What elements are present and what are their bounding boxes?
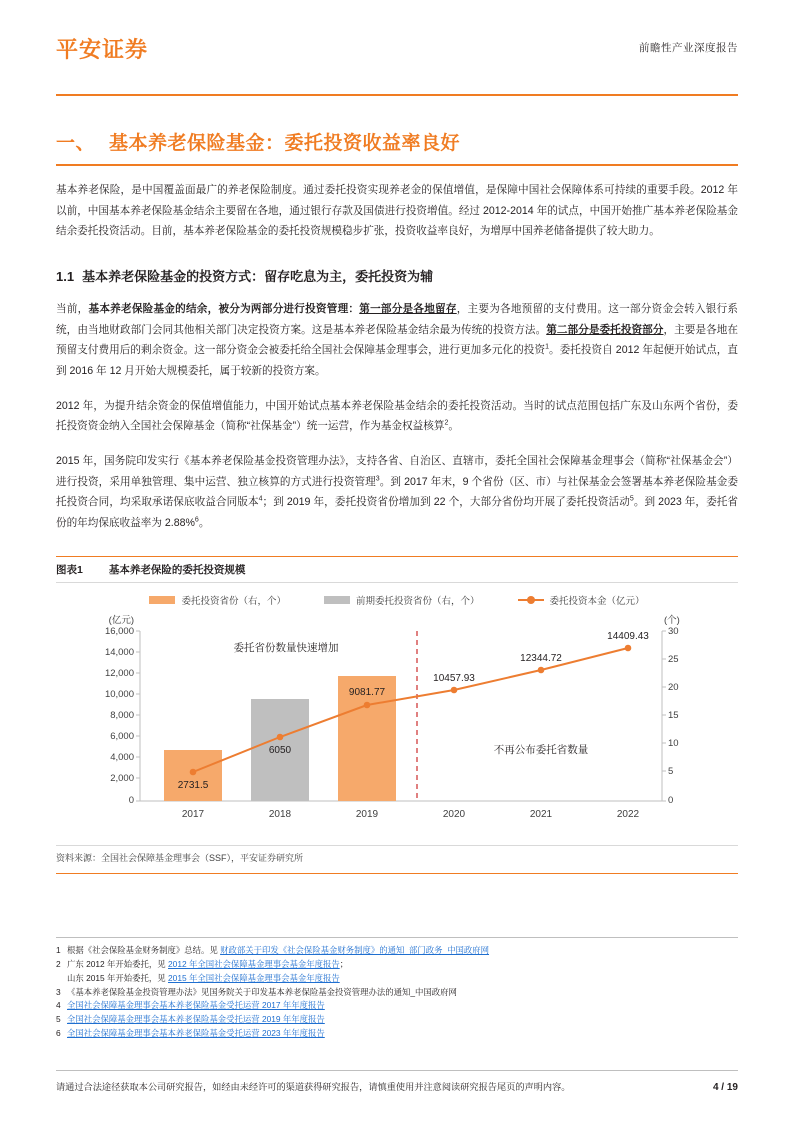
svg-text:12,000: 12,000 (104, 667, 134, 679)
exhibit-tag: 图表1 (56, 563, 83, 576)
svg-text:9081.77: 9081.77 (348, 686, 386, 698)
footnote-2-sep: ； (339, 958, 349, 969)
section-number: 一、 (56, 133, 96, 154)
footnote-1-link[interactable]: 财政部关于印发《社会保险基金财务制度》的通知_部门政务_中国政府网 (220, 944, 490, 955)
subsection-heading (56, 266, 738, 285)
svg-text:0: 0 (128, 794, 134, 806)
svg-text:2018: 2018 (268, 808, 292, 820)
page-header (56, 0, 738, 96)
section-title-divider (56, 164, 738, 166)
svg-text:20: 20 (668, 681, 679, 693)
legend-label-0: 委托投资省份（右，个） (181, 595, 286, 607)
para2015-seg-1: 2015 年，国务院印发实行《基本养老保险基金投资管理办法》，支持各省、自治区、直辖市，委托全国社会保障基金理事会（简称“社保基金会”）进行投资，采用单独管理、集中运营、独立核算的方式进行投资管理 (56, 454, 738, 488)
chart-svg (56, 613, 738, 843)
svg-text:30: 30 (668, 625, 679, 637)
svg-text:(亿元): (亿元) (108, 614, 134, 626)
svg-text:14409.43: 14409.43 (607, 630, 649, 642)
legend-label-1: 前期委托投资省份（右，个） (355, 595, 480, 607)
svg-text:不再公布委托省数量: 不再公布委托省数量 (493, 743, 589, 756)
legend-label-2: 委托投资本金（亿元） (549, 595, 645, 607)
footnotes (56, 937, 738, 1041)
svg-text:8,000: 8,000 (110, 709, 134, 721)
footnote-ref-1: 1 (545, 343, 549, 351)
footnote-2-mark: 2 (56, 958, 61, 969)
svg-text:委托省份数量快速增加: 委托省份数量快速增加 (233, 641, 339, 654)
footer-divider (56, 1070, 738, 1071)
footnote-3-text: 《基本养老保险基金投资管理办法》见国务院关于印发基本养老保险基金投资管理办法的通知_中国政府网 (67, 986, 457, 997)
company-logo: 平安证券 (56, 36, 149, 62)
footnote-6-mark: 6 (56, 1028, 61, 1039)
footnote-ref-6: 6 (194, 516, 199, 524)
footnote-1 (56, 944, 738, 958)
footnote-2-text: 广东 2012 年开始委托，见 (67, 958, 166, 969)
para2012-end: 。 (448, 420, 459, 433)
svg-text:(个): (个) (664, 614, 680, 626)
footnote-5 (56, 1013, 738, 1027)
chart-area (56, 613, 738, 843)
para2015-seg-5: 。 (198, 516, 210, 529)
svg-text:4,000: 4,000 (110, 751, 134, 763)
footnote-1-text: 根据《社会保险基金财务制度》总结。见 (67, 944, 218, 955)
footnote-ref-2: 2 (444, 419, 449, 427)
footnote-6 (56, 1027, 738, 1041)
para2015-seg-4: 。到 2023 年，委托省份的年均保底收益率为 2.88% (56, 496, 739, 529)
para-seg-6: ，主要是各地在预留支付费用后的剩余资金。这一部分资金会被委托给全国社会保障基金理事会，进行更加多元化的投资 (56, 323, 739, 357)
svg-text:2731.5: 2731.5 (177, 779, 209, 791)
para2015-seg-2: 。到 2017 年末，9 个省份（区、市）与社保基金会签署基本养老保险基金委托投资合同，均采取承诺保底收益合同版本 (56, 475, 738, 509)
svg-text:10: 10 (668, 737, 679, 749)
exhibit-header (56, 557, 738, 583)
footnote-ref-5: 5 (629, 495, 634, 503)
page-number: 4 / 19 (712, 1082, 738, 1093)
svg-text:10457.93: 10457.93 (433, 672, 475, 684)
svg-text:0: 0 (668, 794, 674, 806)
legend-item-prior-provinces (324, 593, 480, 607)
para2015-seg-3: ；到 2019 年，委托投资省份增加到 22 个，大部分省份均开展了委托投资活动 (262, 496, 630, 509)
footnote-5-link[interactable]: 全国社会保障基金理事会基本养老保险基金受托运营 2019 年年度报告 (67, 1014, 325, 1025)
svg-text:2017: 2017 (181, 808, 205, 820)
footnote-2-link-1[interactable]: 2012 年全国社会保障基金理事会基金年度报告 (168, 958, 340, 969)
exhibit-body (56, 583, 738, 873)
section-title-text: 基本养老保险基金：委托投资收益率良好 (109, 133, 461, 154)
section-title (56, 128, 738, 155)
svg-text:2020: 2020 (442, 808, 466, 820)
subsection-heading-text: 基本养老保险基金的投资方式：留存吃息为主，委托投资为辅 (82, 268, 434, 284)
footnote-3 (56, 986, 738, 1000)
para-seg-7: 。委托投资自 2012 年起便开始试点，直到 2016 年 12 月开始大规模委托，属于较新的投资方案。 (56, 344, 738, 377)
footnote-4 (56, 999, 738, 1013)
footnote-1-mark: 1 (56, 944, 61, 955)
para-seg-4: ，主要为各地预留的支付费用。这一部分资金会转入银行系统，由当地财政部门会同其他相关部门决定投资方案。这是基本养老保险基金结余最为传统的投资方法。 (56, 302, 739, 336)
footnote-ref-4: 4 (258, 495, 263, 503)
chart-legend (56, 593, 738, 607)
exhibit-caption: 基本养老保险的委托投资规模 (108, 563, 246, 576)
footnote-5-mark: 5 (56, 1014, 61, 1025)
svg-text:2019: 2019 (355, 808, 379, 820)
subsection-index: 1.1 (56, 268, 75, 284)
footnote-2-link-2[interactable]: 2015 年全国社会保障基金理事会基金年度报告 (168, 972, 340, 983)
para-seg-1: 当前， (56, 302, 89, 315)
footnote-6-link[interactable]: 全国社会保障基金理事会基本养老保险基金受托运营 2023 年年度报告 (67, 1028, 325, 1039)
footnote-2 (56, 958, 738, 986)
svg-text:15: 15 (668, 709, 679, 721)
para-seg-2: 基本养老保险基金的结余，被分为两部分进行投资管理： (88, 302, 360, 315)
footer-disclaimer: 请通过合法途径获取本公司研究报告，如经由未经许可的渠道获得研究报告，请慎重使用并注意阅读研究报告尾页的声明内容。 (56, 1082, 571, 1092)
legend-item-principal (518, 593, 645, 607)
legend-swatch-orange-icon (149, 596, 175, 604)
legend-item-entrusted-provinces (149, 593, 286, 607)
footer-row (56, 1079, 738, 1093)
svg-text:16,000: 16,000 (104, 625, 134, 637)
legend-swatch-gray-icon (324, 596, 350, 604)
footnote-2-text-2: 山东 2015 年开始委托，见 (67, 972, 166, 983)
para-seg-5: 第二部分是委托投资部分 (546, 323, 664, 336)
header-divider (56, 94, 738, 96)
svg-text:25: 25 (668, 653, 679, 665)
svg-text:6,000: 6,000 (110, 730, 134, 742)
footnote-4-mark: 4 (56, 1000, 61, 1011)
footnote-4-link[interactable]: 全国社会保障基金理事会基本养老保险基金受托运营 2017 年年度报告 (67, 1000, 325, 1011)
paragraph-2012-pilot (56, 396, 738, 437)
exhibit-figure-1 (56, 556, 738, 874)
para-seg-3: 第一部分是各地留存 (359, 302, 457, 315)
svg-text:2021: 2021 (529, 808, 553, 820)
source-text: 全国社会保障基金理事会（SSF），平安证券研究所 (101, 852, 304, 863)
svg-text:12344.72: 12344.72 (520, 652, 562, 664)
footnote-ref-3: 3 (375, 475, 380, 483)
svg-text:5: 5 (668, 765, 674, 777)
svg-text:2022: 2022 (616, 808, 640, 820)
intro-paragraph: 基本养老保险，是中国覆盖面最广的养老保险制度。通过委托投资实现养老金的保值增值，是保障中国社会保障体系可持续的重要手段。2012 年以前，中国基本养老保险基金结余主要留在各地，通过银行存款及国债进行投资增值。经过 2012-2014 年的试点，中国开始推广基本养老保险基金结余委托投资活动。目前，基本养老保险基金的委托投资规模稳步扩张，投资收益率良好，为增厚中国养老储备提供了较大助力。 (56, 184, 738, 238)
legend-swatch-line-icon (518, 599, 544, 601)
page-footer (56, 1070, 738, 1093)
exhibit-source (56, 845, 738, 869)
paragraph-2015-policy (56, 451, 738, 534)
paragraph-investment-methods (56, 299, 738, 382)
report-type-label: 前瞻性产业深度报告 (639, 41, 738, 54)
svg-text:2,000: 2,000 (110, 772, 134, 784)
svg-text:14,000: 14,000 (104, 646, 134, 658)
svg-text:10,000: 10,000 (104, 688, 134, 700)
svg-text:6050: 6050 (268, 744, 292, 756)
para2012-text: 2012 年，为提升结余资金的保值增值能力，中国开始试点基本养老保险基金结余的委托投资活动。当时的试点范围包括广东及山东两个省份，委托投资资金纳入全国社会保障基金（简称“社保基金”）统一运营，作为基金权益核算 (56, 399, 738, 433)
footnote-3-mark: 3 (56, 986, 61, 997)
source-label: 资料来源： (56, 852, 102, 863)
